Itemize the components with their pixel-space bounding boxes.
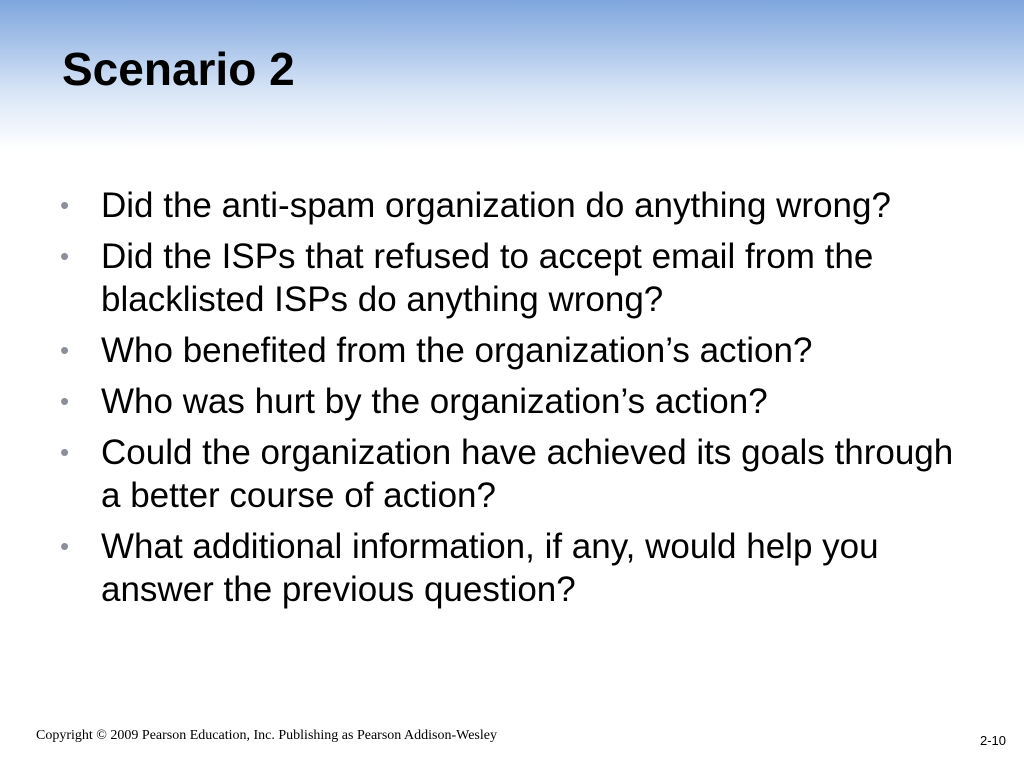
bullet-text: Did the anti-spam organization do anything wrong? — [101, 186, 891, 225]
bullet-item — [60, 235, 960, 321]
bullet-text: Who was hurt by the organization’s action? — [101, 382, 768, 421]
bullet-icon: • — [60, 531, 70, 561]
slide-title: Scenario 2 — [62, 43, 295, 95]
bullet-icon: • — [60, 241, 70, 271]
bullet-text: Who benefited from the organization’s action? — [101, 331, 813, 370]
bullet-item — [60, 525, 960, 611]
bullet-text: Could the organization have achieved its goals through a better course of action? — [101, 433, 954, 515]
footer-copyright: Copyright © 2009 Pearson Education, Inc. Publishing as Pearson Addison-Wesley — [36, 728, 497, 743]
bullet-item — [60, 184, 960, 227]
bullet-icon: • — [60, 190, 70, 220]
bullet-text: What additional information, if any, would help you answer the previous question? — [101, 527, 879, 609]
bullet-icon: • — [60, 335, 70, 365]
bullet-icon: • — [60, 437, 70, 467]
bullet-item — [60, 329, 960, 372]
bullet-item — [60, 431, 960, 517]
bullet-list — [60, 184, 960, 619]
bullet-item — [60, 380, 960, 423]
bullet-icon: • — [60, 386, 70, 416]
slide-number: 2-10 — [979, 733, 1006, 748]
bullet-text: Did the ISPs that refused to accept email from the blacklisted ISPs do anything wrong? — [101, 237, 874, 319]
